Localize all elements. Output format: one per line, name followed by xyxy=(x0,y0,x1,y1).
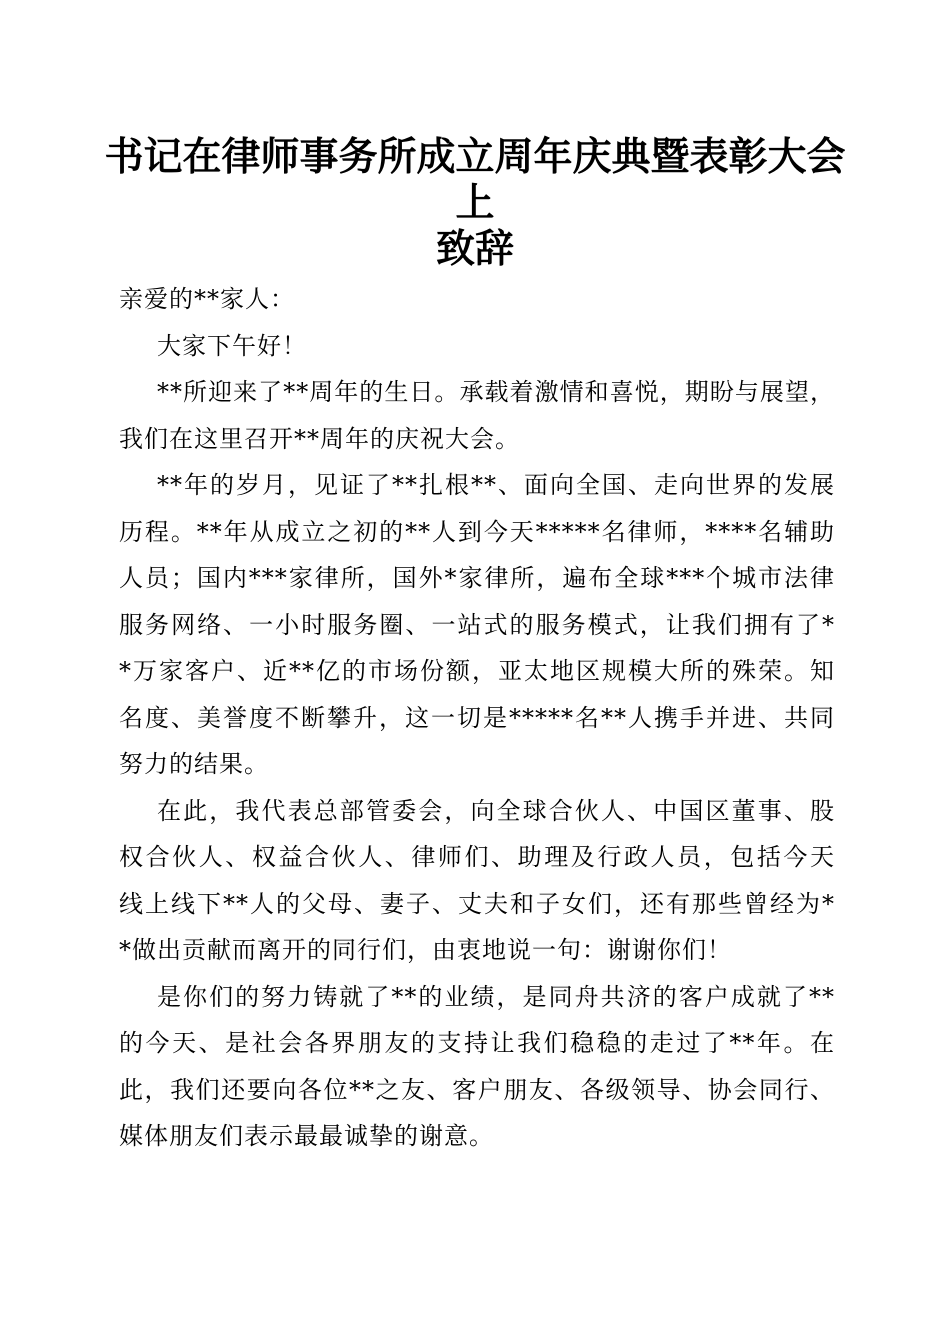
paragraph-3-line: *做出贡献而离开的同行们，由衷地说一句：谢谢你们！ xyxy=(119,936,732,964)
paragraph-2-line: 人员；国内***家律所，国外*家律所，遍布全球***个城市法律 xyxy=(119,564,835,592)
paragraph-2-line: 努力的结果。 xyxy=(119,750,269,778)
title-line-2: 致辞 xyxy=(435,226,514,272)
paragraph-2-line: **年的岁月，见证了**扎根**、面向全国、走向世界的发展 xyxy=(157,471,835,499)
paragraph-4-line: 此，我们还要向各位**之友、客户朋友、各级领导、协会同行、 xyxy=(119,1075,835,1104)
paragraph-2-line: 服务网络、一小时服务圈、一站式的服务模式，让我们拥有了* xyxy=(119,610,835,639)
paragraph-1-line: 我们在这里召开**周年的庆祝大会。 xyxy=(119,424,520,453)
paragraph-2-line: *万家客户、近**亿的市场份额，亚太地区规模大所的殊荣。知 xyxy=(119,657,835,685)
greeting: 大家下午好！ xyxy=(157,331,307,360)
paragraph-4-line: 的今天、是社会各界朋友的支持让我们稳稳的走过了**年。在 xyxy=(119,1029,835,1057)
title-line-1: 书记在律师事务所成立周年庆典暨表彰大会上 xyxy=(104,134,846,226)
document-title xyxy=(100,134,850,272)
paragraph-2-line: 历程。**年从成立之初的**人到今天*****名律师，****名辅助 xyxy=(119,517,835,546)
paragraph-3-line: 在此，我代表总部管委会，向全球合伙人、中国区董事、股 xyxy=(157,796,835,825)
paragraph-3-line: 线上线下**人的父母、妻子、丈夫和子女们，还有那些曾经为* xyxy=(119,889,835,918)
paragraph-1-line: **所迎来了**周年的生日。承载着激情和喜悦，期盼与展望， xyxy=(157,378,835,406)
document-body xyxy=(119,276,835,1160)
salutation: 亲爱的**家人： xyxy=(119,285,295,313)
paragraph-3-line: 权合伙人、权益合伙人、律师们、助理及行政人员，包括今天 xyxy=(119,843,835,871)
paragraph-4-line: 是你们的努力铸就了**的业绩，是同舟共济的客户成就了** xyxy=(157,982,835,1011)
paragraph-2-line: 名度、美誉度不断攀升，这一切是*****名**人携手并进、共同 xyxy=(119,703,835,732)
paragraph-4-line: 媒体朋友们表示最最诚挚的谢意。 xyxy=(119,1122,494,1150)
